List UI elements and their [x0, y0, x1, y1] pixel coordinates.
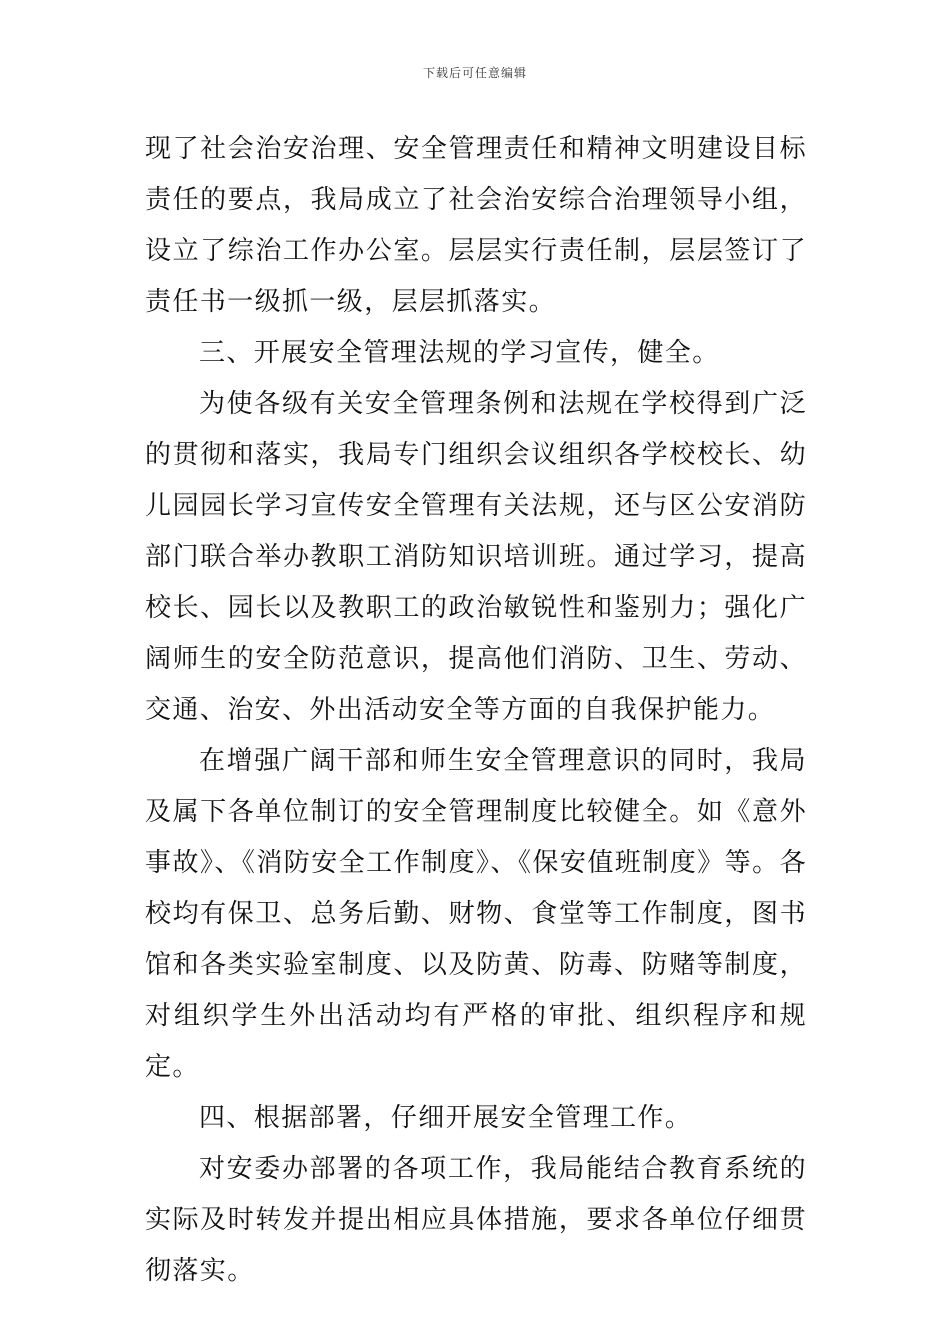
paragraph-implementation: 对安委办部署的各项工作，我局能结合教育系统的实际及时转发并提出相应具体措施，要求各单位仔细贯彻落实。: [145, 1154, 807, 1286]
paragraph-safety-rules: 在增强广阔干部和师生安全管理意识的同时，我局及属下各单位制订的安全管理制度比较健全。如《意外事故》、《消防安全工作制度》、《保安值班制度》等。各校均有保卫、总务后勤、财物、食堂等工作制度，图书馆和各类实验室制度、以及防黄、防毒、防赌等制度，对组织学生外出活动均有严格的审批、组织程序和规定。: [145, 746, 807, 1082]
paragraph-study-publicity: 为使各级有关安全管理条例和法规在学校得到广泛的贯彻和落实，我局专门组织会议组织各学校校长、幼儿园园长学习宣传安全管理有关法规，还与区公安消防部门联合举办教职工消防知识培训班。通过学习，提高校长、园长以及教职工的政治敏锐性和鉴别力；强化广阔师生的安全防范意识，提高他们消防、卫生、劳动、交通、治安、外出活动安全等方面的自我保护能力。: [145, 389, 807, 725]
section-heading-four: 四、根据部署，仔细开展安全管理工作。: [199, 1103, 693, 1133]
page-header-note: 下载后可任意编辑: [422, 66, 527, 80]
document-body: [145, 124, 807, 1297]
paragraph-continuation: 现了社会治安治理、安全管理责任和精神文明建设目标责任的要点，我局成立了社会治安综合治理领导小组，设立了综治工作办公室。层层实行责任制，层层签订了责任书一级抓一级，层层抓落实。: [145, 134, 807, 317]
section-heading-three: 三、开展安全管理法规的学习宣传，健全。: [199, 338, 720, 368]
